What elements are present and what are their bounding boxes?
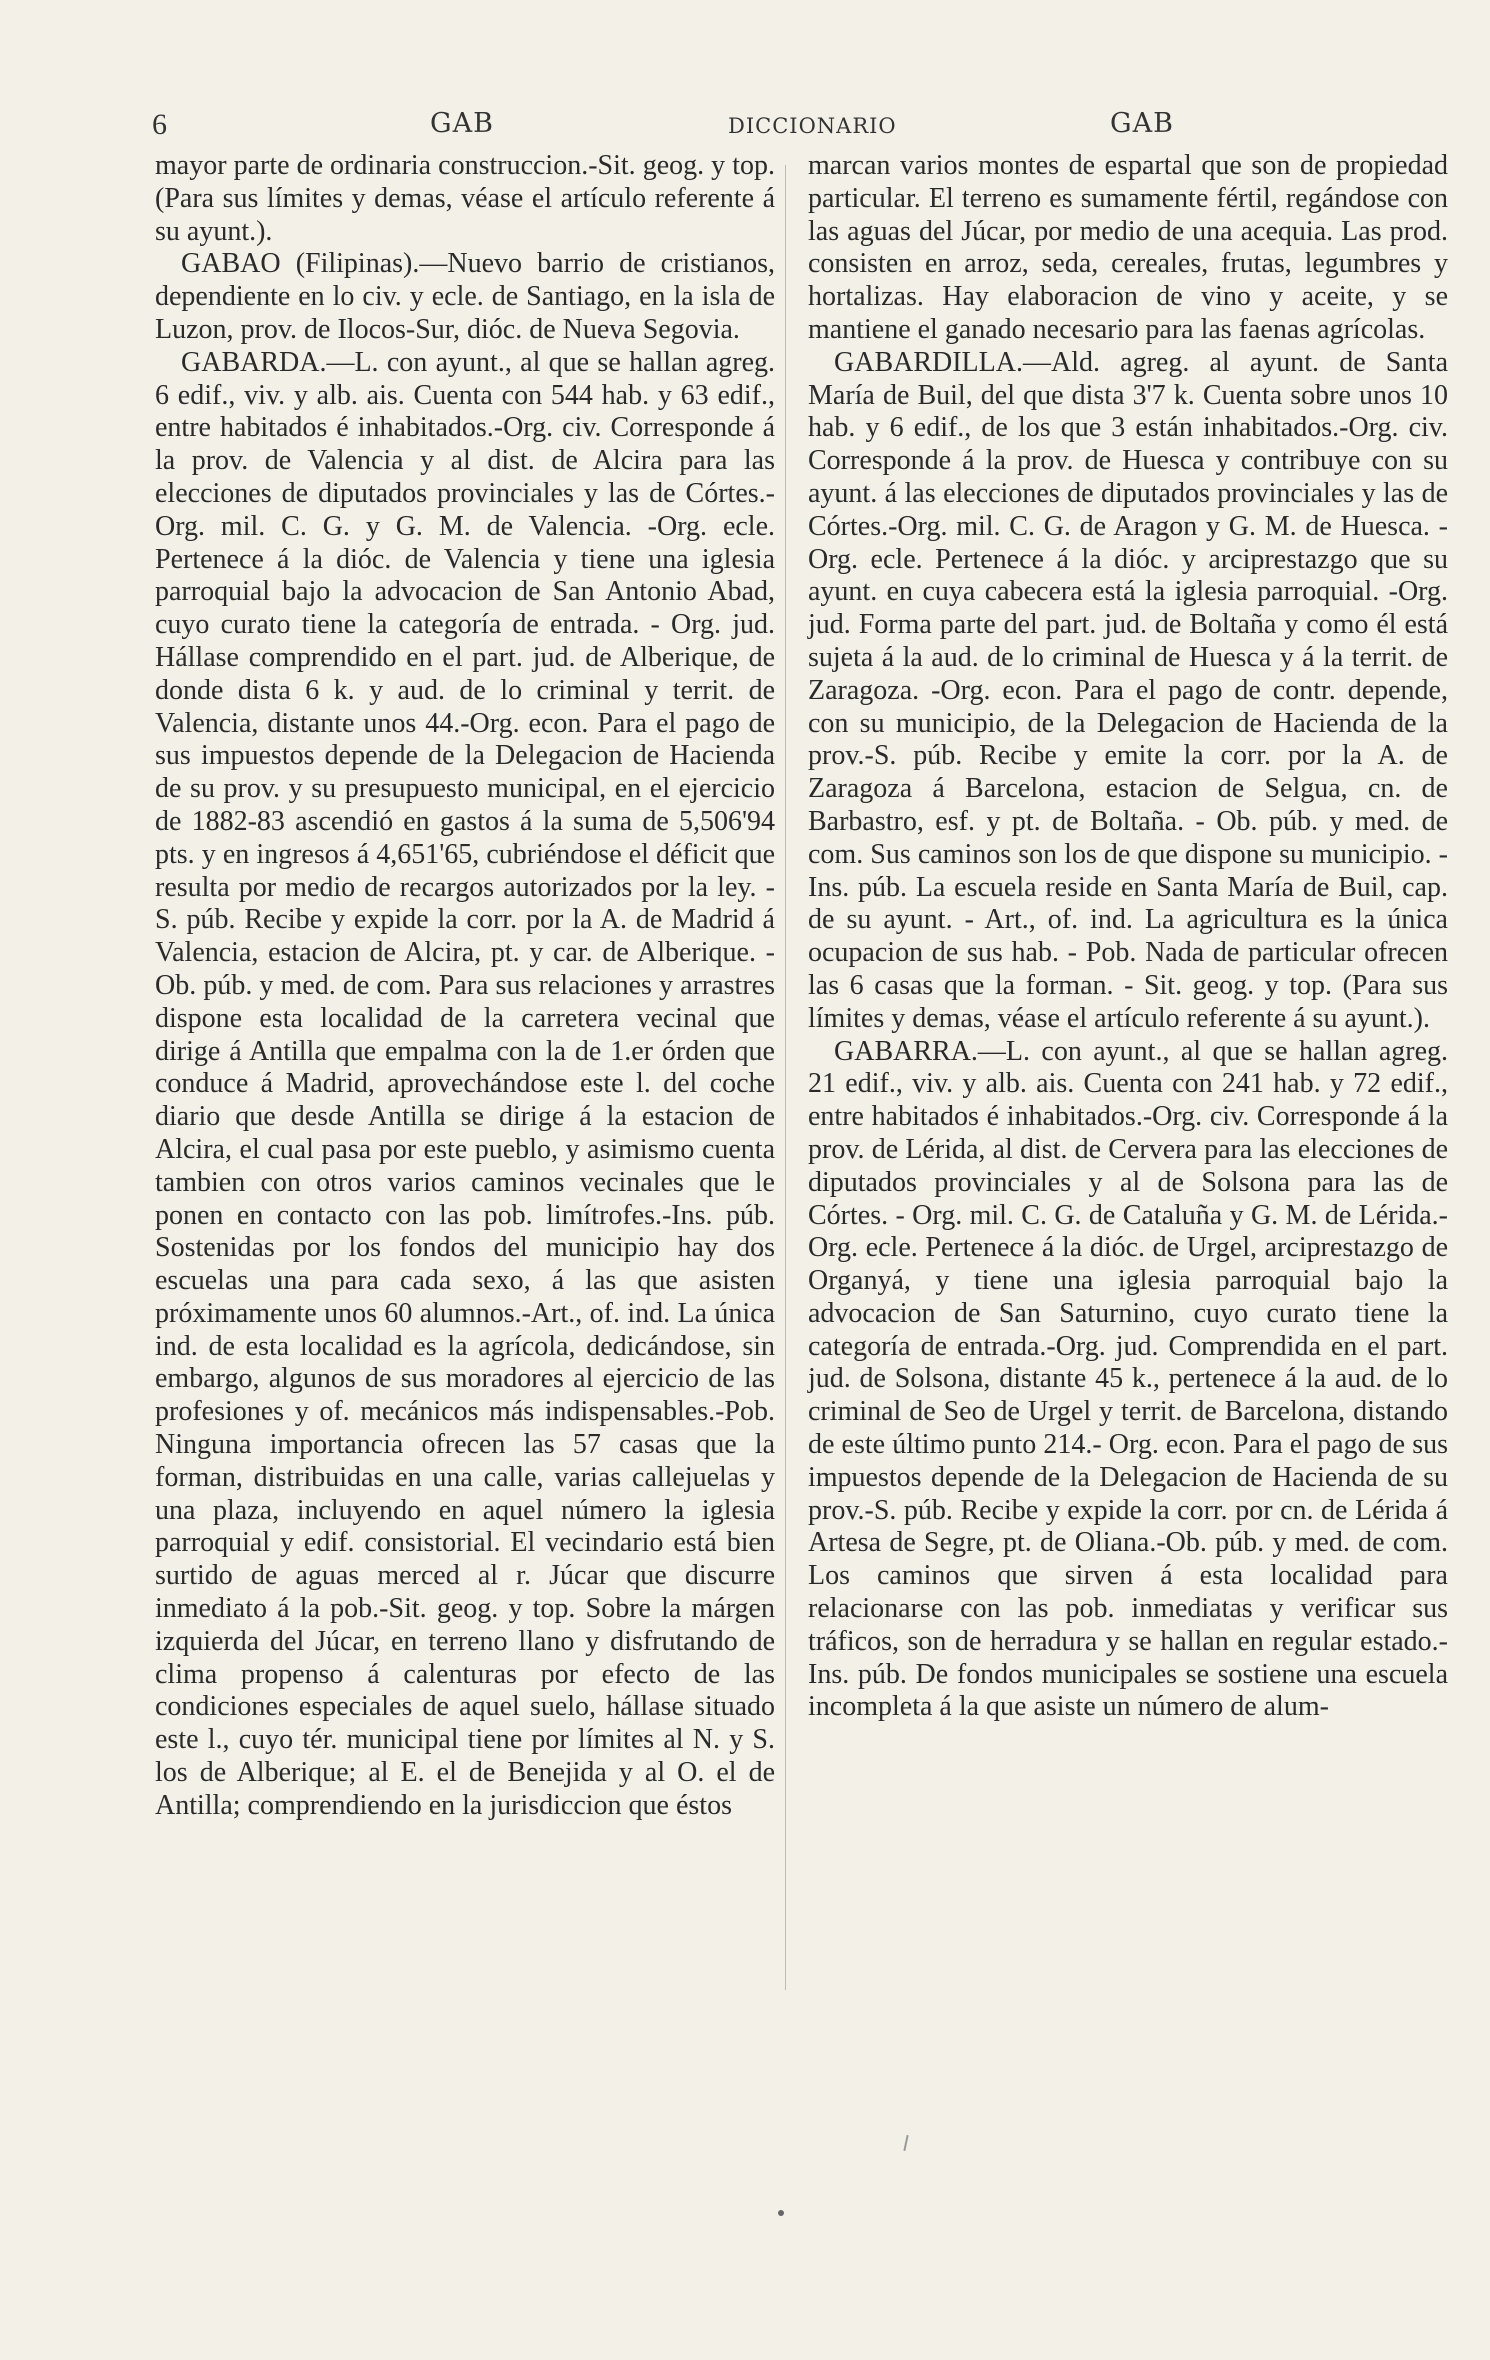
- entry-gabarra: GABARRA.—L. con ayunt., al que se hallan agreg. 21 edif., viv. y alb. ais. Cuenta con 241 hab. y 72 edif., entre habitados é inhabitados.-Org. civ. Corresponde á la prov. de Lérida, al dist. de Cervera para las elecciones de diputados provinciales y al de Solsona para las de Córtes. - Org. mil. C. G. de Cataluña y G. M. de Lérida.-Org. ecle. Pertenece á la dióc. de Urgel, arciprestazgo de Organyá, y tiene una iglesia parroquial bajo la advocacion de San Saturnino, cuyo curato tiene la categoría de entrada.-Org. jud. Comprendida en el part. jud. de Solsona, distante 45 k., pertenece á la aud. de lo criminal de Seo de Urgel y territ. de Barcelona, distando de este último punto 214.- Org. econ. Para el pago de sus impuestos depende de la Delegacion de Hacienda de su prov.-S. púb. Recibe y expide la corr. por cn. de Lérida á Artesa de Segre, pt. de Oliana.-Ob. púb. y med. de com. Los caminos que sirven á esta localidad para relacionarse con las pob. inmediatas y verificar sus tráficos, son de herradura y se hallan en regular estado.-Ins. púb. De fondos municipales se sostiene una escuela incompleta á la que asiste un número de alum-: [808, 1035, 1448, 1723]
- header-right-word: GAB: [1110, 108, 1174, 139]
- header-title: DICCIONARIO: [728, 114, 897, 138]
- column-divider: [785, 165, 786, 1990]
- page-number: 6: [152, 108, 168, 141]
- ink-speck: [778, 2210, 784, 2216]
- ink-mark: [903, 2135, 908, 2151]
- paragraph: marcan varios montes de espartal que son de propiedad particular. El terreno es sumamente fértil, regándose con las aguas del Júcar, por medio de una acequia. Las prod. consisten en arroz, seda, cereales, frutas, legumbres y hortalizas. Hay elaboracion de vino y aceite, y se mantiene el ganado necesario para las faenas agrícolas.: [808, 150, 1448, 345]
- right-column: [808, 150, 1448, 1724]
- left-column: [155, 150, 775, 1823]
- entry-gabao: GABAO (Filipinas).—Nuevo barrio de cristianos, dependiente en lo civ. y ecle. de Santiago, en la isla de Luzon, prov. de Ilocos-Sur, dióc. de Nueva Segovia.: [155, 248, 775, 345]
- entry-gabardilla: GABARDILLA.—Ald. agreg. al ayunt. de Santa María de Buil, del que dista 3'7 k. Cuenta sobre unos 10 hab. y 6 edif., de los que 3 están inhabitados.-Org. civ. Corresponde á la prov. de Huesca y contribuye con su ayunt. á las elecciones de diputados provinciales y las de Córtes.-Org. mil. C. G. de Aragon y G. M. de Huesca. - Org. ecle. Pertenece á la dióc. y arciprestazgo que su ayunt. en cuya cabecera está la iglesia parroquial. -Org. jud. Forma parte del part. jud. de Boltaña y como él está sujeta á la aud. de lo criminal de Huesca y á la territ. de Zaragoza. -Org. econ. Para el pago de contr. depende, con su municipio, de la Delegacion de Hacienda de la prov.-S. púb. Recibe y emite la corr. por la A. de Zaragoza á Barcelona, estacion de Selgua, cn. de Barbastro, esf. y pt. de Boltaña. - Ob. púb. y med. de com. Sus caminos son los de que dispone su municipio. - Ins. púb. La escuela reside en Santa María de Buil, cap. de su ayunt. - Art., of. ind. La agricultura es la única ocupacion de sus hab. - Pob. Nada de particular ofrecen las 6 casas que la forman. - Sit. geog. y top. (Para sus límites y demas, véase el artículo referente á su ayunt.).: [808, 346, 1448, 1034]
- paragraph: mayor parte de ordinaria construccion.-Sit. geog. y top. (Para sus límites y demas, véase el artículo referente á su ayunt.).: [155, 150, 775, 247]
- header-left-word: GAB: [430, 108, 494, 139]
- entry-gabarda: GABARDA.—L. con ayunt., al que se hallan agreg. 6 edif., viv. y alb. ais. Cuenta con 544 hab. y 63 edif., entre habitados é inhabitados.-Org. civ. Corresponde á la prov. de Valencia y al dist. de Alcira para las elecciones de diputados provinciales y las de Córtes.-Org. mil. C. G. y G. M. de Valencia. -Org. ecle. Pertenece á la dióc. de Valencia y tiene una iglesia parroquial bajo la advocacion de San Antonio Abad, cuyo curato tiene la categoría de entrada. - Org. jud. Hállase comprendido en el part. jud. de Alberique, de donde dista 6 k. y aud. de lo criminal y territ. de Valencia, distante unos 44.-Org. econ. Para el pago de sus impuestos depende de la Delegacion de Hacienda de su prov. y su presupuesto municipal, en el ejercicio de 1882-83 ascendió en gastos á la suma de 5,506'94 pts. y en ingresos á 4,651'65, cubriéndose el déficit que resulta por medio de recargos autorizados por la ley. - S. púb. Recibe y expide la corr. por la A. de Madrid á Valencia, estacion de Alcira, pt. y car. de Alberique. - Ob. púb. y med. de com. Para sus relaciones y arrastres dispone esta localidad de la carretera vecinal que dirige á Antilla que empalma con la de 1.er órden que conduce á Madrid, aprovechándose este l. del coche diario que desde Antilla se dirige á la estacion de Alcira, el cual pasa por este pueblo, y asimismo cuenta tambien con otros varios caminos vecinales que le ponen en contacto con las pob. limítrofes.-Ins. púb. Sostenidas por los fondos del municipio hay dos escuelas una para cada sexo, á las que asisten próximamente unos 60 alumnos.-Art., of. ind. La única ind. de esta localidad es la agrícola, dedicándose, sin embargo, algunos de sus moradores al ejercicio de las profesiones y of. mecánicos más indispensables.-Pob. Ninguna importancia ofrecen las 57 casas que la forman, distribuidas en una calle, varias callejuelas y una plaza, incluyendo en aquel número la iglesia parroquial y edif. consistorial. El vecindario está bien surtido de aguas merced al r. Júcar que discurre inmediato á la pob.-Sit. geog. y top. Sobre la márgen izquierda del Júcar, en terreno llano y disfrutando de clima propenso á calenturas por efecto de las condiciones especiales de aquel suelo, hállase situado este l., cuyo tér. municipal tiene por límites al N. y S. los de Alberique; al E. el de Benejida y al O. el de Antilla; comprendiendo en la jurisdiccion que éstos: [155, 346, 775, 1821]
